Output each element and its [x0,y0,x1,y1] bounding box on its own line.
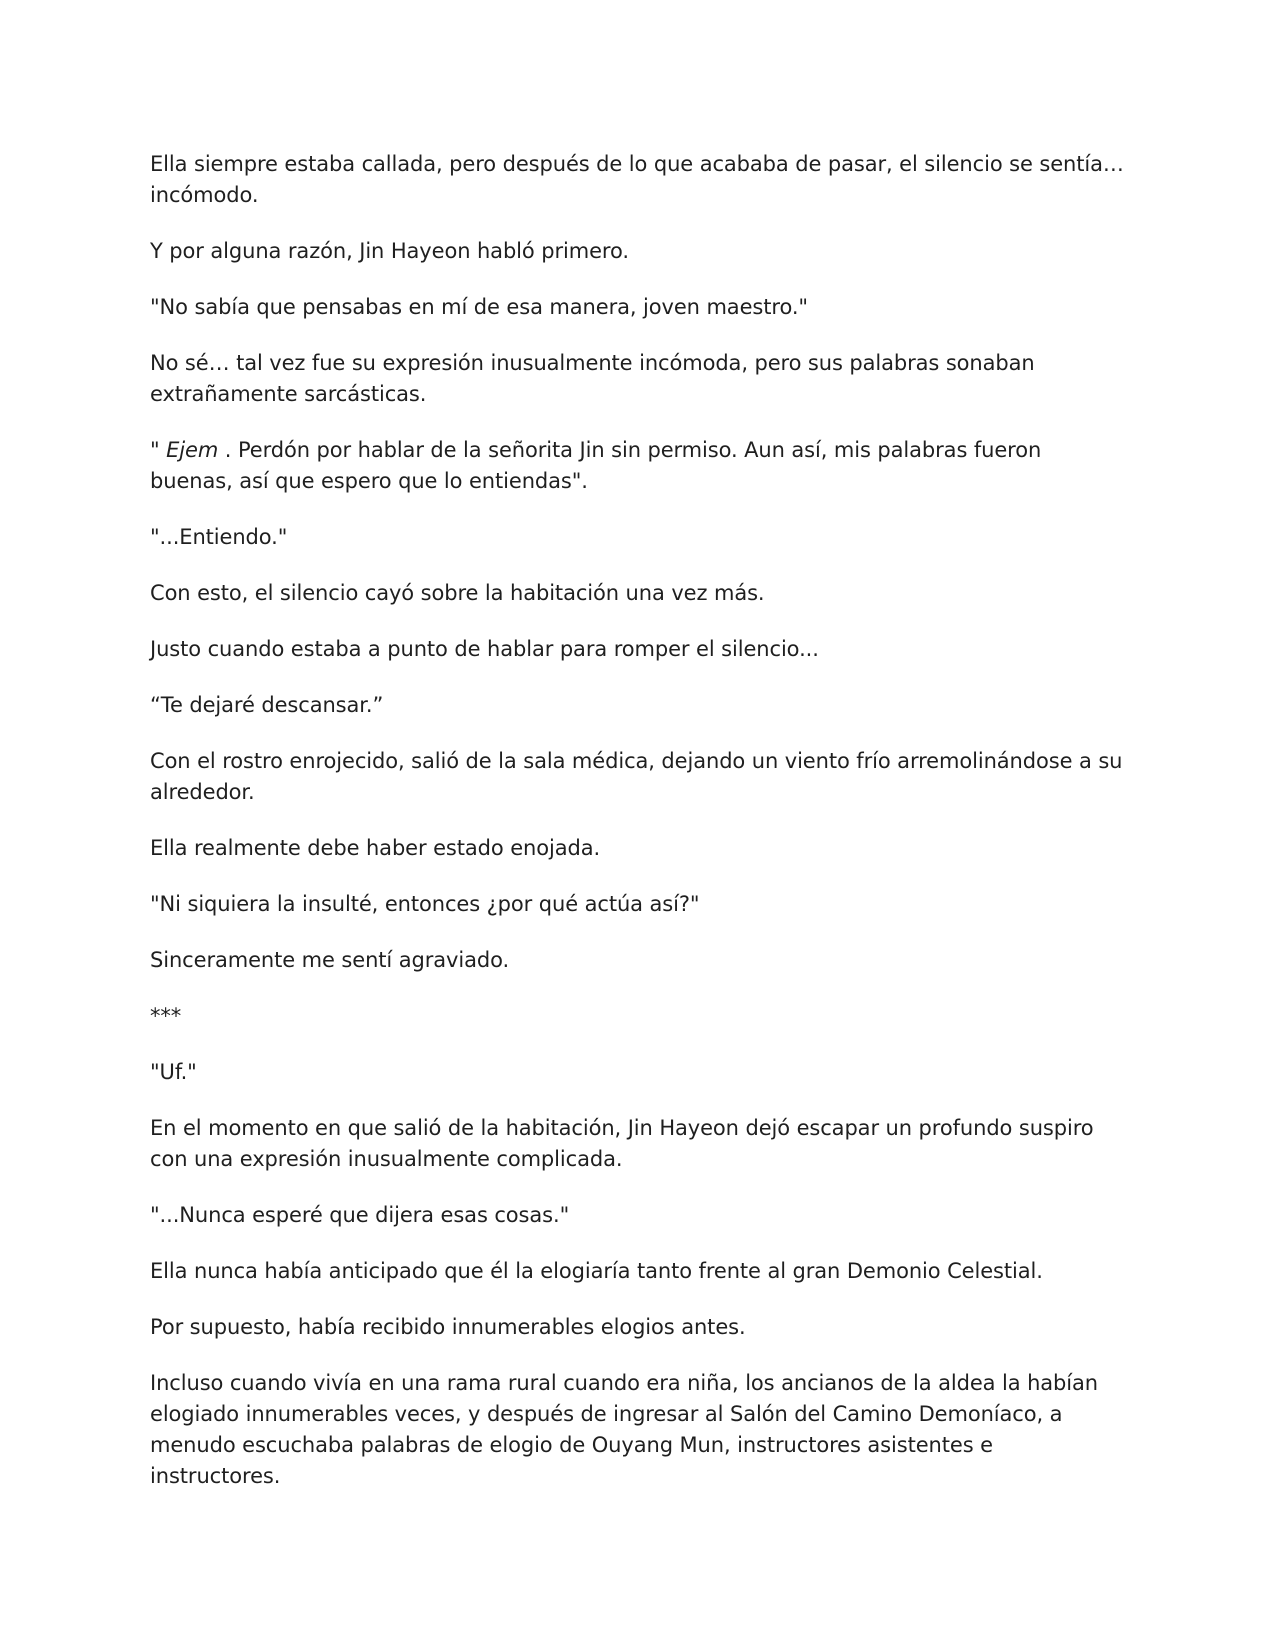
paragraph-4: No sé… tal vez fue su expresión inusualmente incómoda, pero sus palabras sonaban extrañamente sarcásticas. [150,351,1035,406]
paragraph-16: En el momento en que salió de la habitación, Jin Hayeon dejó escapar un profundo suspiro con una expresión inusualmente complicada. [150,1116,1094,1171]
paragraph-3: "No sabía que pensabas en mí de esa manera, joven maestro." [150,295,808,319]
paragraph-11: Ella realmente debe haber estado enojada. [150,836,601,860]
paragraph-5-suffix: . Perdón por hablar de la señorita Jin sin permiso. Aun así, mis palabras fueron buenas, así que espero que lo entiendas". [150,438,1042,493]
paragraph-2: Y por alguna razón, Jin Hayeon habló primero. [150,239,629,263]
scene-break: *** [150,1004,182,1028]
paragraph-12: "Ni siquiera la insulté, entonces ¿por qué actúa así?" [150,892,700,916]
paragraph-19: Por supuesto, había recibido innumerables elogios antes. [150,1315,746,1339]
paragraph-15: "Uf." [150,1060,197,1084]
paragraph-13: Sinceramente me sentí agraviado. [150,948,510,972]
paragraph-7: Con esto, el silencio cayó sobre la habitación una vez más. [150,581,765,605]
paragraph-5 [150,435,1125,497]
paragraph-6: "...Entiendo." [150,525,288,549]
paragraph-18: Ella nunca había anticipado que él la elogiaría tanto frente al gran Demonio Celestial. [150,1259,1043,1283]
paragraph-20: Incluso cuando vivía en una rama rural cuando era niña, los ancianos de la aldea la habían elogiado innumerables veces, y después de ingresar al Salón del Camino Demoníaco, a menudo escuchaba palabras de elogio de Ouyang Mun, instructores asistentes e instructores. [150,1371,1098,1488]
paragraph-9: “Te dejaré descansar.” [150,693,384,717]
document-body [150,149,1125,1517]
paragraph-5-emphasis: Ejem [166,438,219,462]
paragraph-10: Con el rostro enrojecido, salió de la sala médica, dejando un viento frío arremolinándose a su alrededor. [150,749,1123,804]
paragraph-5-prefix: " [150,438,167,462]
paragraph-17: "...Nunca esperé que dijera esas cosas." [150,1203,570,1227]
paragraph-1: Ella siempre estaba callada, pero después de lo que acababa de pasar, el silencio se sentía… incómodo. [150,152,1124,207]
paragraph-8: Justo cuando estaba a punto de hablar para romper el silencio... [150,637,819,661]
